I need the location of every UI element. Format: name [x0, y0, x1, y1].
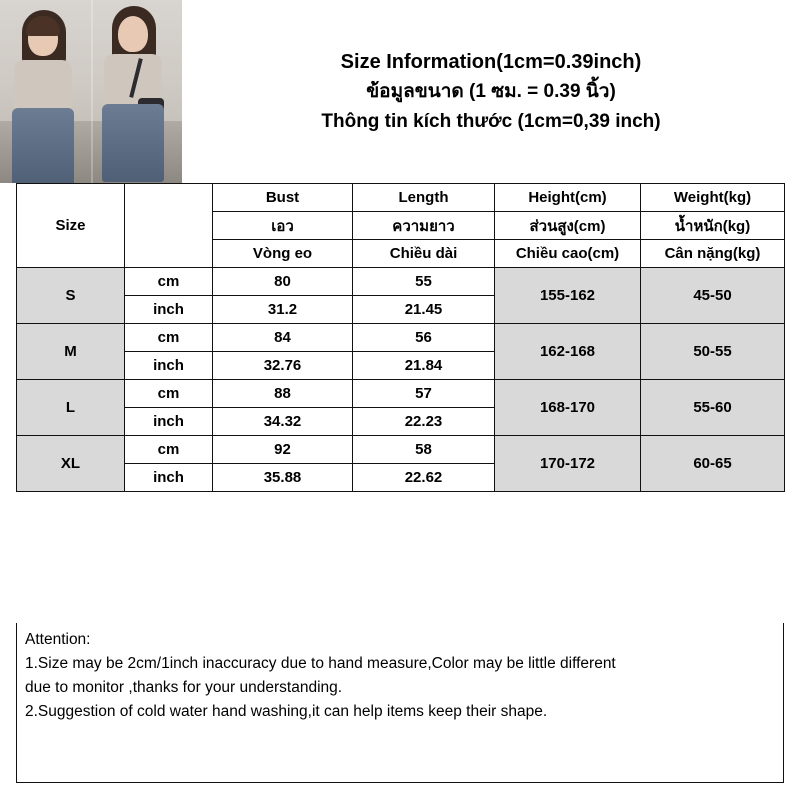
product-photo-image [0, 0, 182, 183]
height-xl: 170-172 [495, 436, 641, 492]
model-right [94, 6, 176, 183]
length-cm-m: 56 [353, 324, 495, 352]
row-size-xl: XL [17, 436, 125, 492]
table-header-row-en [17, 184, 785, 212]
table-row [17, 268, 785, 296]
attention-line-2: due to monitor ,thanks for your understanding. [25, 679, 343, 696]
size-table-wrapper [16, 183, 784, 492]
unit-header-cell [125, 184, 213, 268]
col-header-height-en: Height(cm) [495, 184, 641, 212]
row-size-l: L [17, 380, 125, 436]
jeans-left [12, 108, 74, 183]
table-row [17, 436, 785, 464]
length-inch-s: 21.45 [353, 296, 495, 324]
bust-cm-xl: 92 [213, 436, 353, 464]
unit-cm-s: cm [125, 268, 213, 296]
bust-cm-m: 84 [213, 324, 353, 352]
bust-inch-l: 34.32 [213, 408, 353, 436]
header [0, 0, 800, 183]
unit-cm-l: cm [125, 380, 213, 408]
size-table [16, 183, 785, 492]
length-inch-xl: 22.62 [353, 464, 495, 492]
col-header-length-vi: Chiều dài [353, 240, 495, 268]
title-line-th: ข้อมูลขนาด (1 ซม. = 0.39 นิ้ว) [366, 80, 616, 102]
unit-inch-m: inch [125, 352, 213, 380]
product-photo [0, 0, 182, 183]
title-line-vi: Thông tin kích thước (1cm=0,39 inch) [321, 110, 661, 132]
bust-inch-xl: 35.88 [213, 464, 353, 492]
head-right [118, 16, 148, 52]
weight-s: 45-50 [641, 268, 785, 324]
unit-inch-xl: inch [125, 464, 213, 492]
length-inch-l: 22.23 [353, 408, 495, 436]
col-header-height-th: ส่วนสูง(cm) [495, 212, 641, 240]
bust-inch-m: 32.76 [213, 352, 353, 380]
weight-m: 50-55 [641, 324, 785, 380]
height-s: 155-162 [495, 268, 641, 324]
unit-cm-m: cm [125, 324, 213, 352]
attention-label: Attention: [25, 631, 91, 648]
col-header-weight-th: น้ำหนัก(kg) [641, 212, 785, 240]
col-header-bust-en: Bust [213, 184, 353, 212]
unit-inch-l: inch [125, 408, 213, 436]
row-size-m: M [17, 324, 125, 380]
length-cm-xl: 58 [353, 436, 495, 464]
table-row [17, 324, 785, 352]
bust-cm-l: 88 [213, 380, 353, 408]
attention-line-3: 2.Suggestion of cold water hand washing,it can help items keep their shape. [25, 703, 548, 720]
col-header-bust-vi: Vòng eo [213, 240, 353, 268]
length-cm-l: 57 [353, 380, 495, 408]
bust-cm-s: 80 [213, 268, 353, 296]
col-header-weight-en: Weight(kg) [641, 184, 785, 212]
col-header-length-en: Length [353, 184, 495, 212]
unit-cm-xl: cm [125, 436, 213, 464]
row-size-s: S [17, 268, 125, 324]
table-row [17, 380, 785, 408]
col-header-weight-vi: Cân nặng(kg) [641, 240, 785, 268]
weight-xl: 60-65 [641, 436, 785, 492]
top-left [14, 60, 72, 114]
height-l: 168-170 [495, 380, 641, 436]
col-header-height-vi: Chiều cao(cm) [495, 240, 641, 268]
title-line-en: Size Information(1cm=0.39inch) [340, 50, 642, 73]
size-header-cell: Size [17, 184, 125, 268]
title-block [182, 0, 800, 183]
col-header-length-th: ความยาว [353, 212, 495, 240]
height-m: 162-168 [495, 324, 641, 380]
attention-line-1: 1.Size may be 2cm/1inch inaccuracy due to hand measure,Color may be little different [25, 655, 616, 672]
col-header-bust-th: เอว [213, 212, 353, 240]
attention-block [16, 623, 784, 783]
jeans-right [102, 104, 164, 182]
photo-divider [91, 0, 93, 183]
bust-inch-s: 31.2 [213, 296, 353, 324]
unit-inch-s: inch [125, 296, 213, 324]
length-inch-m: 21.84 [353, 352, 495, 380]
length-cm-s: 55 [353, 268, 495, 296]
weight-l: 55-60 [641, 380, 785, 436]
model-left [6, 8, 84, 183]
